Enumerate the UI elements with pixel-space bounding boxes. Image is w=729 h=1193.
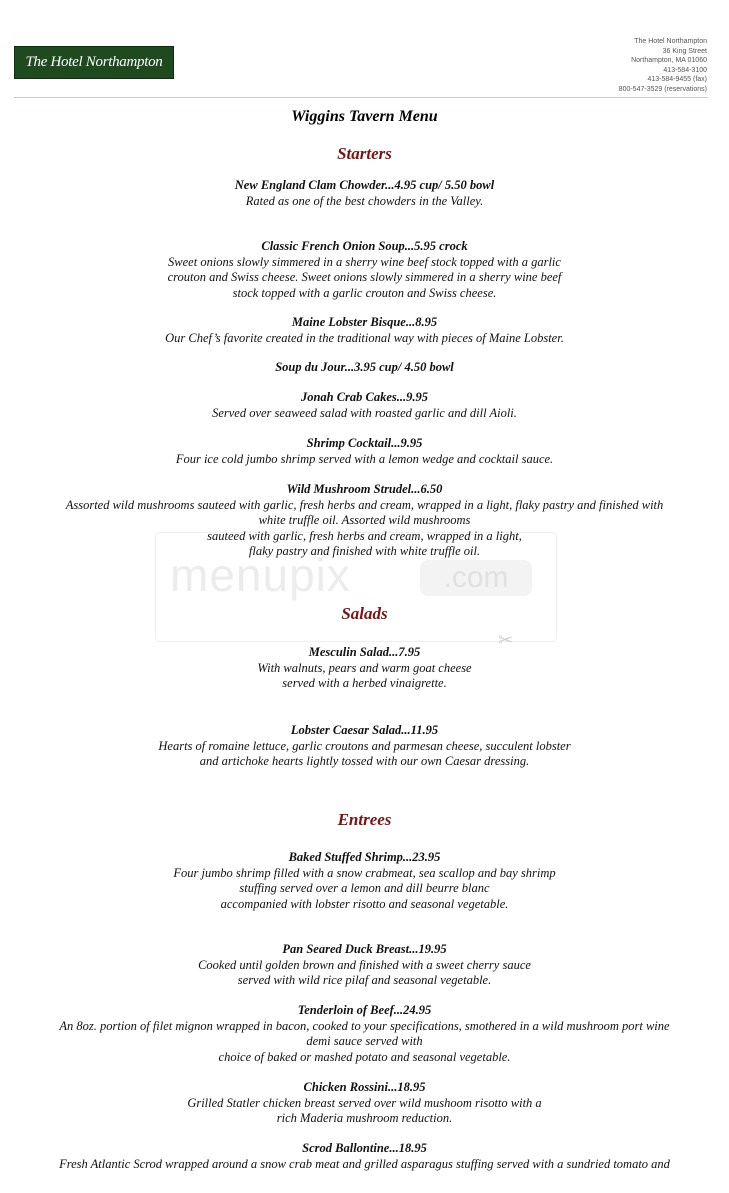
header-divider (14, 97, 708, 98)
item-title: Soup du Jour...3.95 cup/ 4.50 bowl (275, 360, 454, 374)
menu-item (0, 482, 729, 560)
contact-line: Northampton, MA 01060 (631, 57, 707, 65)
scissors-icon: ✂ (498, 630, 514, 650)
description-line: Grilled Statler chicken breast served over wild mushoom risotto with a (187, 1095, 542, 1110)
item-title: Mesculin Salad...7.95 (308, 645, 421, 659)
contact-line: 413-584-3100 (663, 66, 707, 74)
description-line: flaky pastry and finished with white truffle oil. (248, 544, 481, 558)
item-description (0, 255, 729, 302)
description-line: Cooked until golden brown and finished with a sweet cherry sauce (198, 957, 531, 972)
description-line: accompanied with lobster risotto and seasonal vegetable. (220, 896, 509, 911)
menu-item (0, 1003, 729, 1065)
description-line: Four ice cold jumbo shrimp served with a lemon wedge and cocktail sauce. (175, 451, 554, 466)
item-description (0, 1096, 729, 1127)
description-line: and artichoke hearts lightly tossed with our own Caesar dressing. (199, 754, 530, 768)
menu-item (0, 850, 729, 912)
item-description (0, 958, 729, 989)
description-line: served with wild rice pilaf and seasonal vegetable. (237, 973, 492, 987)
menu-item (0, 1080, 729, 1127)
description-line: stock topped with a garlic crouton and Swiss cheese. (232, 285, 497, 300)
description-line: With walnuts, pears and warm goat cheese (257, 660, 472, 675)
item-description (0, 739, 729, 770)
item-description (0, 1019, 729, 1066)
description-line: Hearts of romaine lettuce, garlic croutons and parmesan cheese, succulent lobster (158, 738, 571, 753)
menu-title: Wiggins Tavern Menu (291, 108, 438, 125)
item-title: Shrimp Cocktail...9.95 (306, 436, 423, 450)
item-description (0, 1157, 729, 1173)
item-description (0, 194, 729, 210)
item-title: Scrod Ballontine...18.95 (302, 1141, 427, 1155)
description-line: Rated as one of the best chowders in the Valley. (245, 193, 484, 208)
item-title: Lobster Caesar Salad...11.95 (290, 723, 439, 737)
description-line: white truffle oil. Assorted wild mushrooms (258, 513, 471, 527)
contact-line: 800-547-3529 (reservations) (618, 85, 707, 93)
description-line: sauteed with garlic, fresh herbs and cream, wrapped in a light, (207, 528, 522, 543)
item-description (0, 661, 729, 692)
menu-item (0, 390, 729, 421)
item-title: New England Clam Chowder...4.95 cup/ 5.50 bowl (234, 178, 495, 192)
contact-line: 36 King Street (662, 47, 707, 55)
item-description (0, 406, 729, 422)
menu-item (0, 723, 729, 770)
description-line: Four jumbo shrimp filled with a snow crabmeat, sea scallop and bay shrimp (173, 865, 556, 880)
item-title: Classic French Onion Soup...5.95 crock (261, 239, 468, 253)
description-line: demi sauce served with (306, 1034, 423, 1048)
watermark-brand: menupix (170, 549, 351, 601)
item-description (0, 452, 729, 468)
section-title-entrees: Entrees (337, 810, 392, 829)
menu-item (0, 942, 729, 989)
menu-item (0, 239, 729, 301)
watermark-suffix: .com (420, 560, 532, 596)
description-line: Our Chef’s favorite created in the traditional way with pieces of Maine Lobster. (165, 330, 564, 345)
description-line: Fresh Atlantic Scrod wrapped around a snow crab meat and grilled asparagus stuffing served with a sundried tomato and (59, 1156, 670, 1171)
item-title: Pan Seared Duck Breast...19.95 (282, 942, 447, 956)
item-title: Jonah Crab Cakes...9.95 (300, 390, 429, 404)
item-title: Tenderloin of Beef...24.95 (297, 1003, 432, 1017)
description-line: stuffing served over a lemon and dill beurre blanc (239, 881, 490, 895)
hotel-logo: The Hotel Northampton (14, 46, 174, 79)
description-line: Served over seaweed salad with roasted garlic and dill Aioli. (212, 405, 517, 420)
item-title: Wild Mushroom Strudel...6.50 (286, 482, 443, 496)
menu-item (0, 436, 729, 467)
menu-item (0, 645, 729, 692)
section-title-starters: Starters (337, 144, 392, 163)
item-description (0, 866, 729, 913)
description-line: choice of baked or mashed potato and seasonal vegetable. (218, 1049, 511, 1064)
menu-item (0, 1141, 729, 1172)
description-line: Assorted wild mushrooms sauteed with garlic, fresh herbs and cream, wrapped in a light, flaky pastry and finished with (65, 497, 664, 512)
item-title: Maine Lobster Bisque...8.95 (291, 315, 438, 329)
item-description (0, 498, 729, 560)
hotel-contact-block (567, 37, 707, 95)
menu-item (0, 315, 729, 346)
contact-line: The Hotel Northampton (634, 38, 707, 45)
description-line: rich Maderia mushroom reduction. (276, 1111, 453, 1125)
contact-line: 413-584-9455 (fax) (647, 76, 707, 84)
description-line: crouton and Swiss cheese. Sweet onions slowly simmered in a sherry wine beef (167, 270, 562, 284)
menu-item (0, 178, 729, 209)
item-title: Chicken Rossini...18.95 (303, 1080, 426, 1094)
description-line: served with a herbed vinaigrette. (282, 676, 447, 690)
menu-item (0, 360, 729, 376)
item-description (0, 331, 729, 347)
description-line: Sweet onions slowly simmered in a sherry wine beef stock topped with a garlic (168, 254, 561, 269)
section-title-salads: Salads (341, 604, 388, 623)
description-line: An 8oz. portion of filet mignon wrapped in bacon, cooked to your specifications, smothered in a wild mushroom port wine (59, 1018, 670, 1033)
item-title: Baked Stuffed Shrimp...23.95 (288, 850, 441, 864)
